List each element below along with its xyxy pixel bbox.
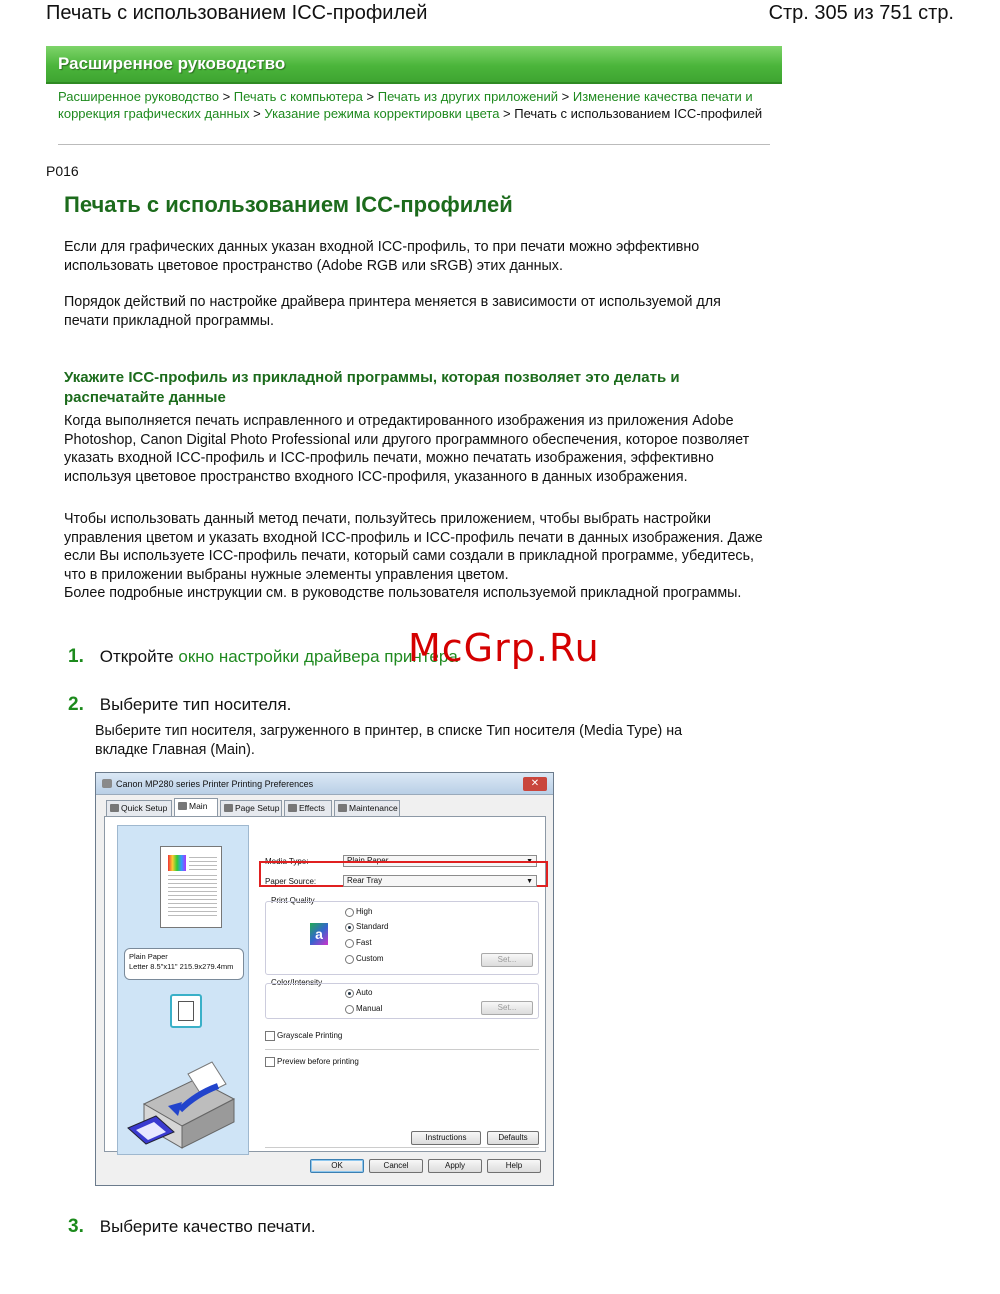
step-text: Выберите тип носителя.: [99, 695, 292, 714]
tab-effects[interactable]: Effects: [284, 800, 332, 816]
breadcrumb-link-advanced-guide[interactable]: Расширенное руководство: [58, 89, 219, 104]
section-heading: Укажите ICC-профиль из прикладной программы, которая позволяет это делать и распечатайте данные: [64, 369, 680, 406]
breadcrumb-link-quality[interactable]: Изменение качества печати и коррекция графических данных: [58, 89, 753, 121]
section-paragraph-3: Более подробные инструкции см. в руководстве пользователя используемой прикладной программы.: [64, 585, 742, 601]
step-2: [68, 694, 291, 716]
doc-code: P016: [46, 163, 79, 179]
quality-set-button[interactable]: Set...: [481, 953, 533, 967]
step-1: [68, 646, 458, 668]
divider: [265, 1147, 539, 1148]
media-type-label: Media Type:: [265, 857, 309, 866]
preview-checkbox[interactable]: Preview before printing: [265, 1057, 359, 1066]
page-header-title: Печать с использованием ICC-профилей: [46, 2, 428, 24]
section-paragraph-2: Чтобы использовать данный метод печати, пользуйтесь приложением, чтобы выбрать настройки управления цветом и указать входной ICC-профиль и ICC-профиль печати в данных изображения. Даже если Вы используете ICC-профиль печати, который сами создали в прикладной программе, убедитесь, что в приложении выбраны нужные элементы управления цветом.: [64, 511, 763, 583]
step-3: [68, 1216, 316, 1238]
color-image-icon: [168, 855, 186, 871]
step-2-detail: Выберите тип носителя, загруженного в принтер, в списке Тип носителя (Media Type) на вкладке Главная (Main).: [95, 723, 683, 758]
paper-preview: [160, 846, 222, 928]
print-quality-label: Print Quality: [271, 896, 315, 905]
page-header: [0, 0, 1000, 34]
instructions-button[interactable]: Instructions: [411, 1131, 481, 1145]
step-number: 3.: [68, 1216, 84, 1237]
step-number: 2.: [68, 694, 84, 715]
breadcrumb-current: Печать с использованием ICC-профилей: [514, 106, 763, 121]
breadcrumb-separator: >: [222, 89, 231, 104]
page-counter: Стр. 305 из 751 стр.: [768, 2, 954, 24]
banner-label: Расширенное руководство: [58, 54, 286, 73]
breadcrumb-link-print-from-computer[interactable]: Печать с компьютера: [233, 89, 363, 104]
paper-source-label: Paper Source:: [265, 877, 317, 886]
breadcrumb-separator: >: [366, 89, 375, 104]
defaults-button[interactable]: Defaults: [487, 1131, 539, 1145]
printer-preferences-dialog: [95, 772, 554, 1186]
printer-illustration-icon: [126, 1044, 244, 1149]
divider: [58, 144, 770, 145]
effects-icon: [288, 804, 297, 812]
quality-custom-radio[interactable]: Custom: [345, 954, 384, 963]
tab-quick-setup[interactable]: Quick Setup: [106, 800, 172, 816]
main-icon: [178, 802, 187, 810]
quality-fast-radio[interactable]: Fast: [345, 938, 372, 947]
ok-button[interactable]: OK: [310, 1159, 364, 1173]
breadcrumb-link-color-mode[interactable]: Указание режима корректировки цвета: [264, 106, 500, 121]
color-manual-radio[interactable]: Manual: [345, 1004, 382, 1013]
cancel-button[interactable]: Cancel: [369, 1159, 423, 1173]
help-button[interactable]: Help: [487, 1159, 541, 1173]
page-title: Печать с использованием ICC-профилей: [64, 192, 513, 217]
intro-paragraph-2: Порядок действий по настройке драйвера принтера меняется в зависимости от используемой для печати прикладной программы.: [64, 294, 721, 329]
color-auto-radio[interactable]: Auto: [345, 988, 372, 997]
chevron-down-icon: ▼: [526, 858, 533, 865]
page-setup-icon: [224, 804, 233, 812]
close-button[interactable]: ✕: [523, 777, 547, 791]
chevron-down-icon: ▼: [526, 878, 533, 885]
media-info-type: Plain Paper: [129, 952, 168, 961]
color-intensity-label: Color/Intensity: [271, 978, 323, 987]
breadcrumb-link-other-apps[interactable]: Печать из других приложений: [377, 89, 559, 104]
quality-high-radio[interactable]: High: [345, 907, 372, 916]
quick-setup-icon: [110, 804, 119, 812]
watermark: McGrp.Ru: [408, 626, 600, 670]
intro-paragraph-1: Если для графических данных указан входной ICC-профиль, то при печати можно эффективно использовать цветовое пространство (Adobe RGB или sRGB) этих данных.: [64, 239, 700, 274]
dialog-title: Canon MP280 series Printer Printing Preferences: [116, 779, 314, 789]
tab-page-setup[interactable]: Page Setup: [220, 800, 282, 816]
breadcrumb-separator: >: [561, 89, 570, 104]
color-set-button[interactable]: Set...: [481, 1001, 533, 1015]
preview-pane: [117, 825, 249, 1155]
divider: [265, 1049, 539, 1050]
grayscale-checkbox[interactable]: Grayscale Printing: [265, 1031, 342, 1040]
quality-icon: a: [310, 923, 328, 945]
paper-size-icon: [170, 994, 202, 1028]
media-info-size: Letter 8.5"x11" 215.9x279.4mm: [129, 962, 234, 971]
tab-main[interactable]: Main: [174, 798, 218, 817]
dialog-titlebar: [96, 773, 553, 795]
step-number: 1.: [68, 646, 84, 667]
quality-standard-radio[interactable]: Standard: [345, 922, 388, 931]
breadcrumb-separator: >: [503, 106, 511, 121]
section-banner: [46, 46, 782, 84]
driver-settings-link[interactable]: окно настройки драйвера принтера: [178, 647, 458, 666]
section-paragraph-1: Когда выполняется печать исправленного и отредактированного изображения из приложения Adobe Photoshop, Canon Digital Photo Professional или другого программного обеспечения, которое позволяет указать входной ICC-профиль и ICC-профиль печати, можно печатать изображения, эффективно используя цветовое пространство входного ICC-профиля, указанного в данных изображения.: [64, 413, 750, 485]
printer-icon: [102, 779, 112, 788]
main-tab-panel: [104, 816, 546, 1152]
tab-maintenance[interactable]: Maintenance: [334, 800, 400, 816]
paper-source-select[interactable]: Rear Tray ▼: [343, 875, 537, 887]
apply-button[interactable]: Apply: [428, 1159, 482, 1173]
media-info-box: [124, 948, 244, 980]
breadcrumb-separator: >: [253, 106, 261, 121]
media-type-select[interactable]: Plain Paper ▼: [343, 855, 537, 867]
breadcrumb: [58, 88, 768, 122]
step-text: Выберите качество печати.: [99, 1217, 316, 1236]
maintenance-icon: [338, 804, 347, 812]
step-text: Откройте: [99, 647, 174, 666]
